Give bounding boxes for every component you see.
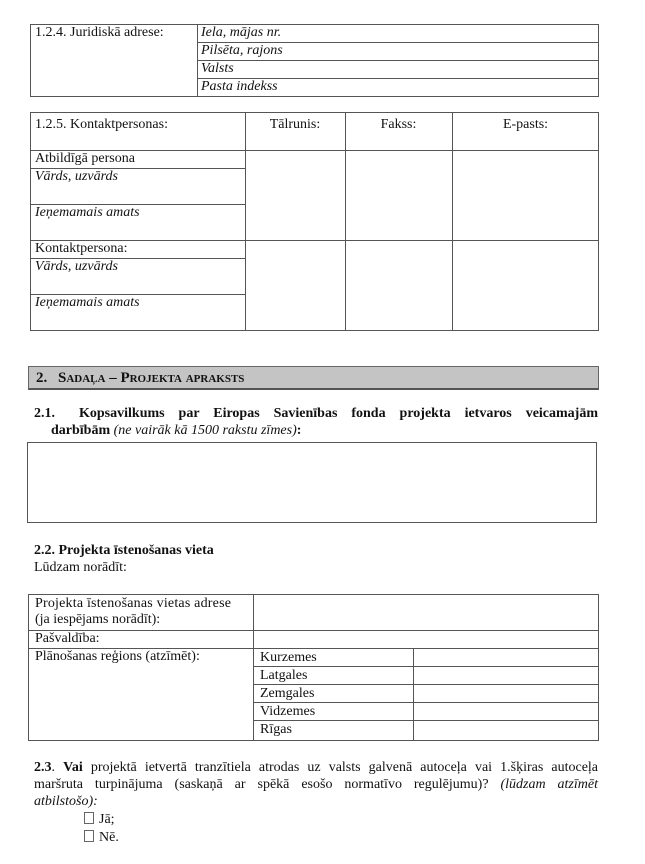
contact-person-title: Kontaktpersona: xyxy=(35,241,128,256)
email-header: E-pasts: xyxy=(502,117,549,132)
region-label: Plānošanas reģions (atzīmēt): xyxy=(35,649,200,664)
option-yes[interactable] xyxy=(84,812,115,828)
fax-header: Fakss: xyxy=(380,117,417,132)
responsible-position-field[interactable]: Ieņemamais amats xyxy=(35,205,140,220)
q23-text-cont: maršruta turpinājuma (saskaņā ar spēkā esošo normatīvo regulējumu)? xyxy=(34,777,489,792)
section-2-header xyxy=(28,366,599,390)
q23-bold: Vai xyxy=(63,760,83,775)
address-label-note: (ja iespējams norādīt): xyxy=(35,612,161,627)
checkbox-icon[interactable] xyxy=(84,830,94,842)
legal-address-label: 1.2.4. Juridiskā adrese: xyxy=(35,25,164,40)
region-kurzemes: Kurzemes xyxy=(260,650,317,665)
responsible-person-title: Atbildīgā persona xyxy=(35,151,135,166)
region-rigas-mark[interactable] xyxy=(414,721,598,740)
region-rigas: Rīgas xyxy=(260,722,292,737)
q23-line2 xyxy=(34,777,598,793)
option-no[interactable] xyxy=(84,830,119,846)
section-number: 2. xyxy=(36,370,48,386)
region-zemgales: Zemgales xyxy=(260,686,315,701)
q21-colon: : xyxy=(296,423,302,438)
option-no-label: Nē. xyxy=(99,830,119,845)
street-field[interactable]: Iela, mājas nr. xyxy=(201,25,282,40)
q21-note: (ne vairāk kā 1500 rakstu zīmes) xyxy=(113,423,297,438)
contact-position-field[interactable]: Ieņemamais amats xyxy=(35,295,140,310)
q23-text: projektā ietvertā tranzītiela atrodas uz valsts galvenā autoceļa vai 1.šķiras autoceļa xyxy=(90,760,599,775)
q22-heading: 2.2. Projekta īstenošanas vieta xyxy=(34,543,214,558)
q21-number: 2.1. xyxy=(34,406,55,421)
municipality-label: Pašvaldība: xyxy=(35,631,100,646)
phone-header: Tālrunis: xyxy=(269,117,321,132)
contacts-label: 1.2.5. Kontaktpersonas: xyxy=(35,117,168,132)
address-field[interactable] xyxy=(254,595,598,630)
address-label: Projekta īstenošanas vietas adrese xyxy=(35,596,232,611)
option-yes-label: Jā; xyxy=(99,812,115,827)
region-vidzemes: Vidzemes xyxy=(260,704,316,719)
region-kurzemes-mark[interactable] xyxy=(414,649,598,666)
summary-textarea[interactable] xyxy=(27,442,597,523)
country-field[interactable]: Valsts xyxy=(201,61,234,76)
municipality-field[interactable] xyxy=(254,631,598,648)
city-field[interactable]: Pilsēta, rajons xyxy=(201,43,283,58)
responsible-name-field[interactable]: Vārds, uzvārds xyxy=(35,169,118,184)
q23-line1: 2.3. Vai projektā ietvertā tranzītiela atrodas uz valsts galvenā autoceļa vai 1.šķiras autoceļa xyxy=(34,760,599,775)
q21-heading: Kopsavilkums par Eiropas Savienības fonda projekta ietvaros veicamajām xyxy=(79,406,598,421)
region-vidzemes-mark[interactable] xyxy=(414,703,598,720)
postal-code-field[interactable]: Pasta indekss xyxy=(201,79,278,94)
q23-number: 2.3 xyxy=(34,760,52,775)
q21-heading-cont: darbībām xyxy=(51,423,111,438)
q23-note: (lūdzam atzīmēt xyxy=(500,777,598,792)
q23-note-cont: atbilstošo): xyxy=(34,794,98,809)
region-zemgales-mark[interactable] xyxy=(414,685,598,702)
section-title: Sadaļa – Projekta apraksts xyxy=(58,370,245,386)
contact-name-field[interactable]: Vārds, uzvārds xyxy=(35,259,118,274)
region-latgales-mark[interactable] xyxy=(414,667,598,684)
checkbox-icon[interactable] xyxy=(84,812,94,824)
region-latgales: Latgales xyxy=(260,668,308,683)
q22-instruction: Lūdzam norādīt: xyxy=(34,560,127,575)
